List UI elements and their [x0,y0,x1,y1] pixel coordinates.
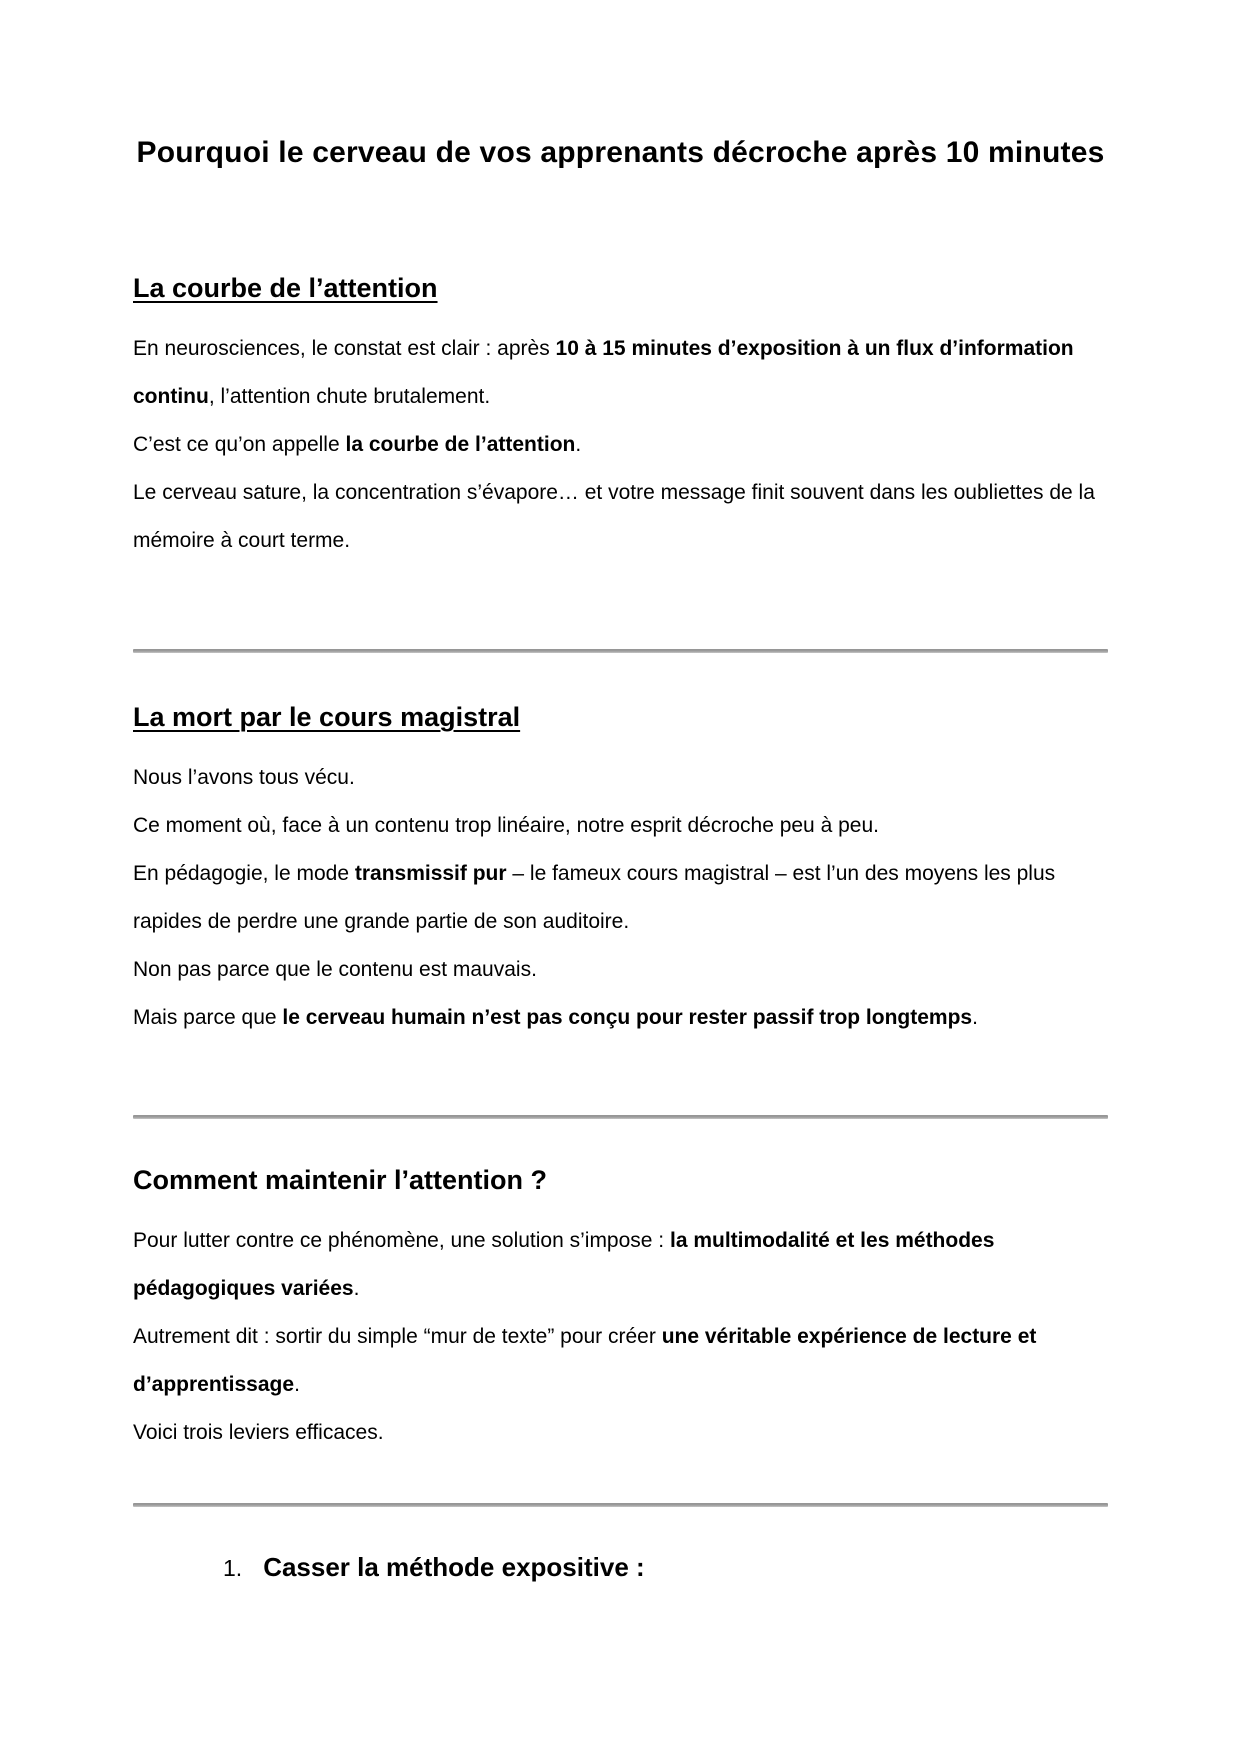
text-segment: Mais parce que [133,1006,283,1029]
section-heading: La mort par le cours magistral [133,702,521,732]
paragraph [133,469,1108,565]
paragraph [133,850,1108,946]
section-heading: La courbe de l’attention [133,273,438,303]
text-segment: C’est ce qu’on appelle [133,433,346,456]
text-segment: Nous l’avons tous vécu. [133,766,355,789]
paragraph [133,754,1108,802]
text-segment: Ce moment où, face à un contenu trop linéaire, notre esprit décroche peu à peu. [133,814,879,837]
horizontal-rule [133,1503,1108,1507]
document-content [133,270,1108,1592]
text-segment: . [353,1277,360,1300]
horizontal-rule [133,1115,1108,1119]
text-segment: Le cerveau sature, la concentration s’évapore… et votre message finit souvent dans les oubliettes de la mémoire à court terme. [133,481,1095,552]
paragraph [133,1217,1108,1313]
paragraph [133,1409,1108,1457]
document-title: Pourquoi le cerveau de vos apprenants décroche après 10 minutes [136,136,1105,169]
text-segment: . [575,433,582,456]
text-segment: . [972,1006,978,1029]
paragraph [133,994,1108,1042]
paragraph [133,946,1108,994]
text-segment: , l’attention chute brutalement. [208,385,491,408]
text-segment: – le fameux cours magistral – est l’un des moyens les plus rapides de perdre une grande partie de son auditoire. [133,862,1056,933]
text-segment: En pédagogie, le mode [133,862,355,885]
horizontal-rule [133,649,1108,653]
paragraph [133,421,1108,469]
text-segment: Pour lutter contre ce phénomène, une solution s’impose : [133,1229,670,1252]
list-number: 1. [223,1555,243,1581]
text-segment: Non pas parce que le contenu est mauvais. [133,958,537,981]
text-segment: En neurosciences, le constat est clair : après [133,337,556,360]
list-label: Casser la méthode expositive : [263,1552,645,1582]
paragraph [133,325,1108,421]
text-segment: Voici trois leviers efficaces. [133,1421,384,1444]
text-segment: . [294,1373,300,1396]
numbered-heading [133,1547,1108,1592]
paragraph [133,802,1108,850]
paragraph [133,1313,1108,1409]
section-heading: Comment maintenir l’attention ? [133,1165,548,1195]
bold-text-segment: transmissif pur [354,862,507,885]
text-segment: Autrement dit : sortir du simple “mur de texte” pour créer [133,1325,662,1348]
bold-text-segment: une véritable expérience de lecture et d’apprentissage [133,1325,1037,1396]
bold-text-segment: la courbe de l’attention [345,433,576,456]
bold-text-segment: 10 à 15 minutes d’exposition à un flux d’information continu [133,337,1074,408]
bold-text-segment: le cerveau humain n’est pas conçu pour rester passif trop longtemps [282,1006,973,1029]
bold-text-segment: la multimodalité et les méthodes pédagogiques variées [133,1229,995,1300]
